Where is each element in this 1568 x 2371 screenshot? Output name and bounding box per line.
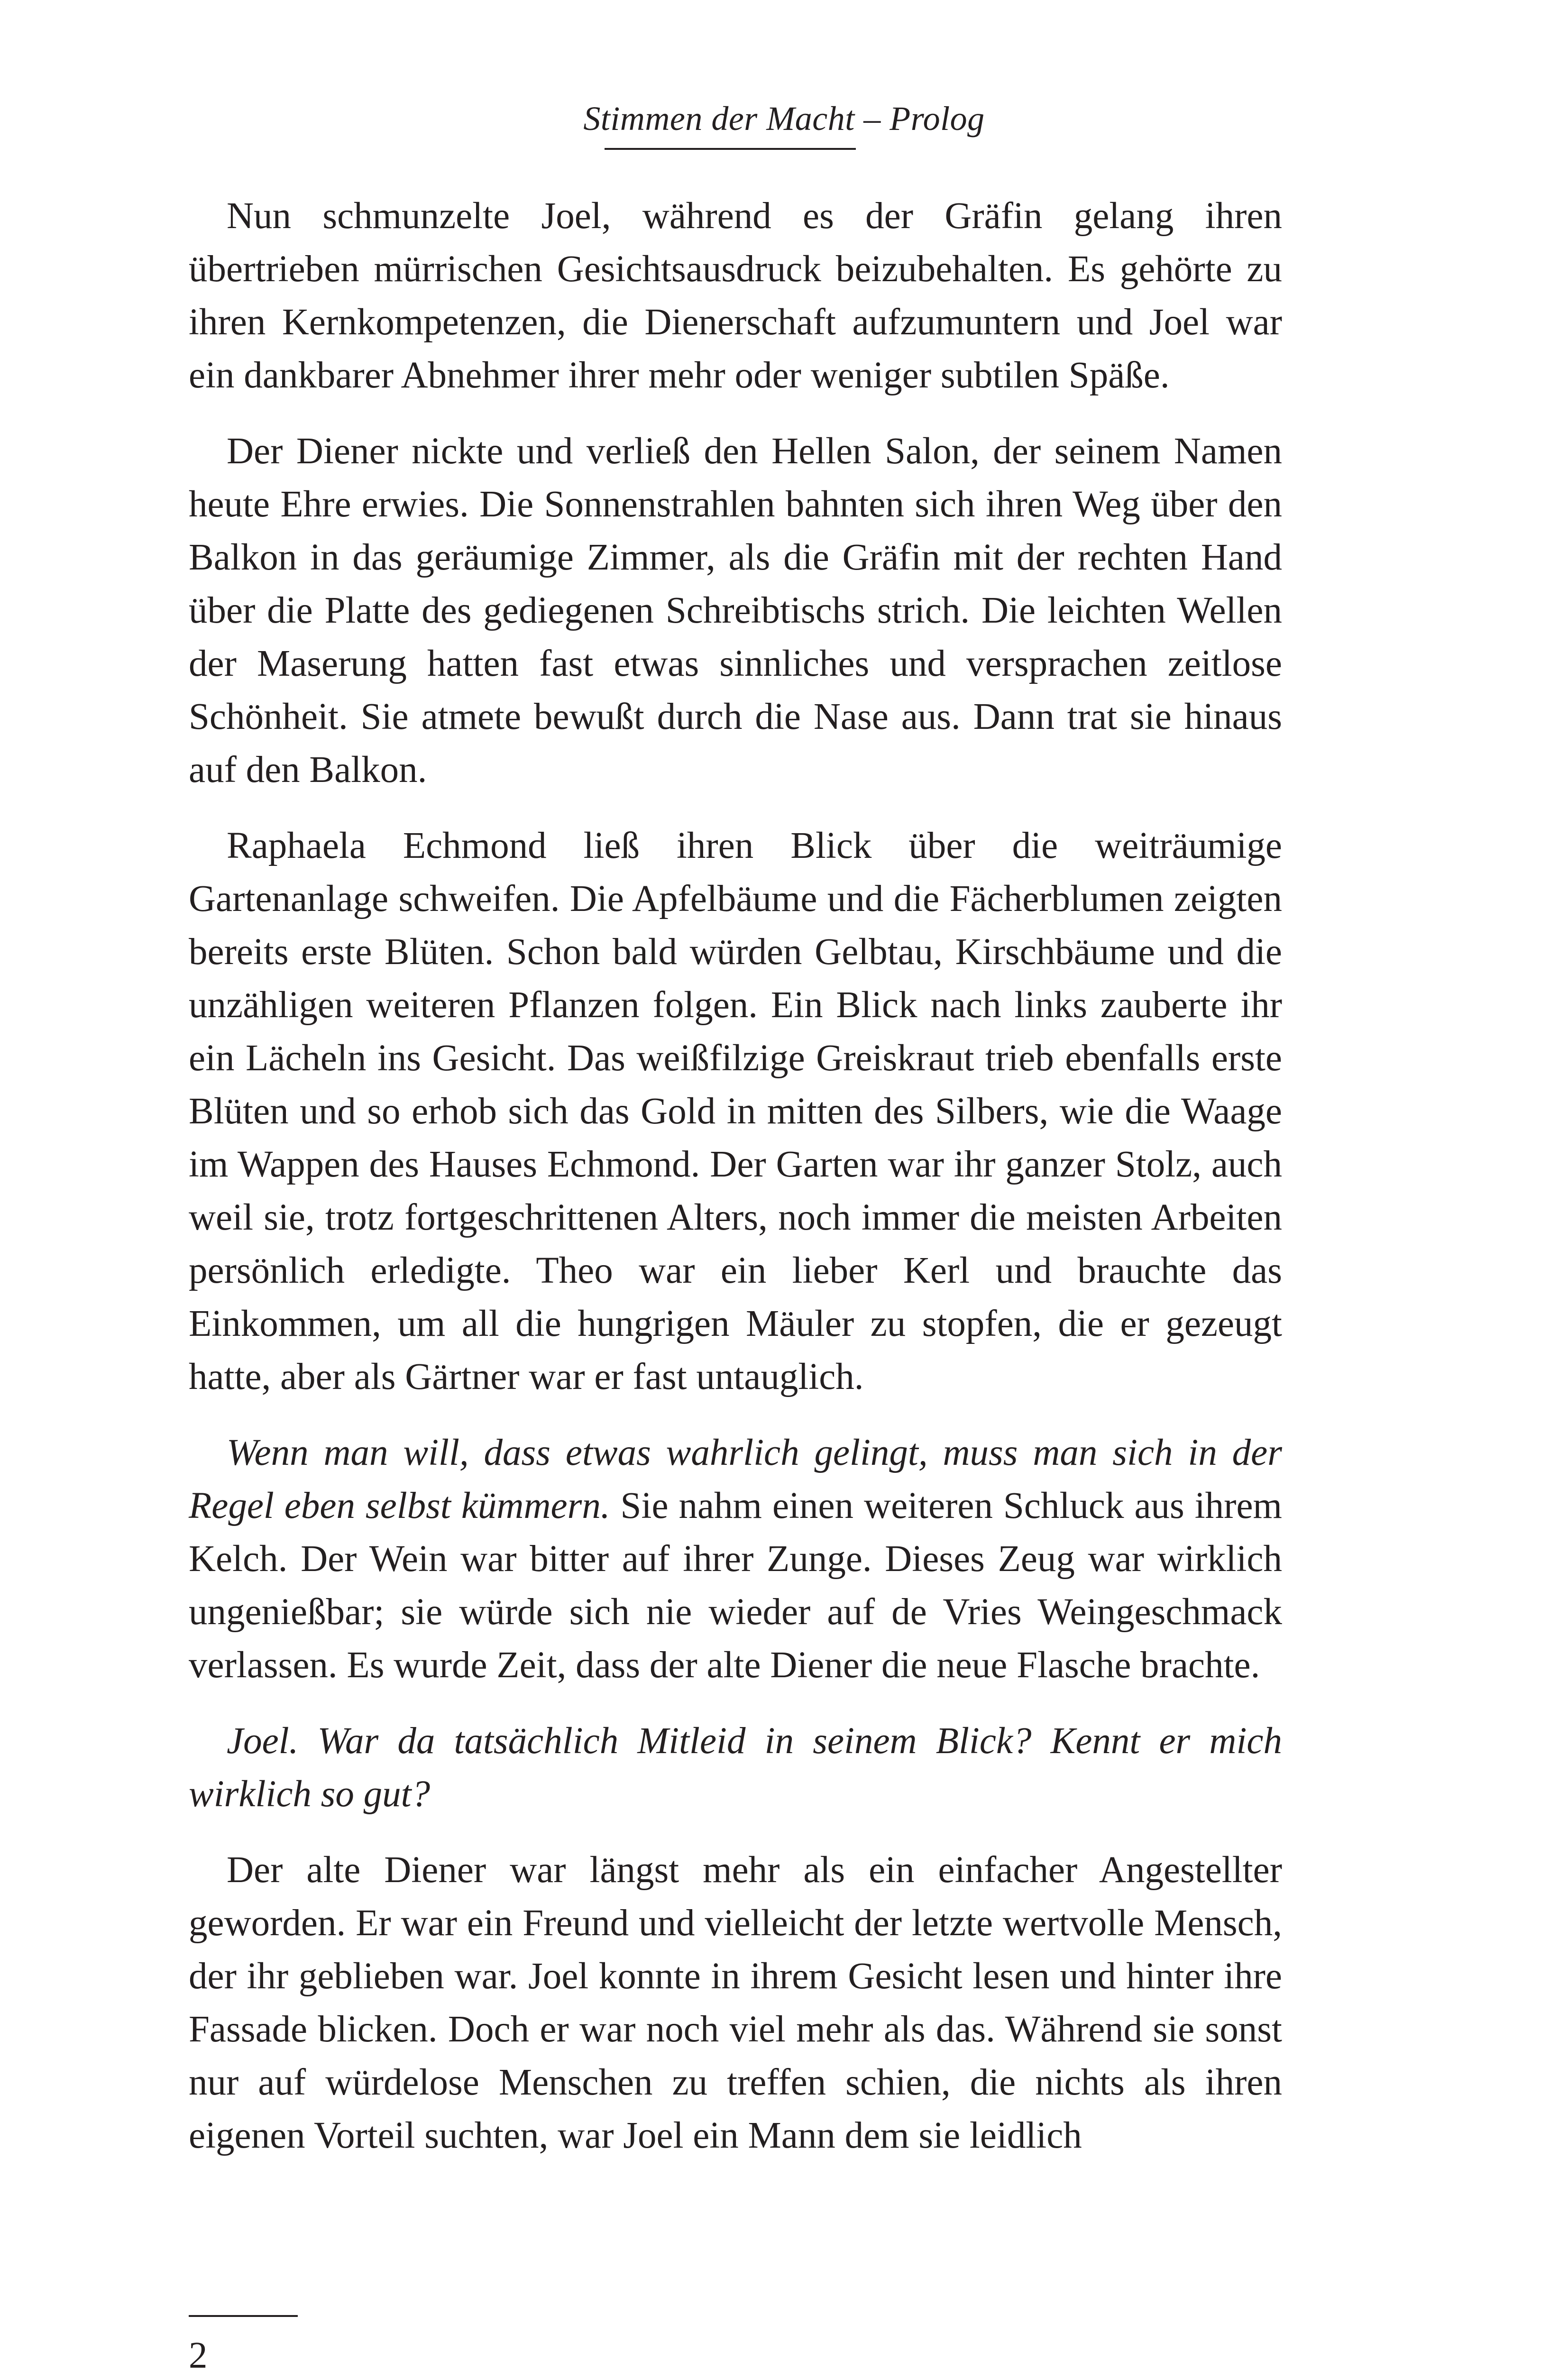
body-text [189, 190, 1282, 2185]
page-number: 2 [189, 2335, 208, 2371]
paragraph-3 [189, 819, 1282, 1404]
running-header: Stimmen der Macht – Prolog [583, 100, 985, 138]
header-rule [605, 148, 856, 150]
paragraph-2-text: Der Diener nickte und verließ den Hellen Salon, der seinem Namen heute Ehre erwies. Die Sonnenstrahlen bahnten sich ihren Weg über den Balkon in das geräumige Zimmer, als die Gräfin mit der rechten Hand über die Platte des gediegenen Schreibtischs strich. Die leichten Wellen der Maserung hatten fast etwas sinnliches und versprachen zeitlose Schönheit. Sie atmete bewußt durch die Nase aus. Dann trat sie hinaus auf den Balkon. [189, 431, 1282, 790]
paragraph-3-text: Raphaela Echmond ließ ihren Blick über die weiträumige Gartenanlage schweifen. Die Apfelbäume und die Fächerblumen zeigten bereits erste Blüten. Schon bald würden Gelbtau, Kirschbäume und die unzähligen weiteren Pflanzen folgen. Ein Blick nach links zauberte ihr ein Lächeln ins Gesicht. Das weißfilzige Greiskraut trieb ebenfalls erste Blüten und so erhob sich das Gold in mitten des Silbers, wie die Waage im Wappen des Hauses Echmond. Der Garten war ihr ganzer Stolz, auch weil sie, trotz fortgeschrittenen Alters, noch immer die meisten Arbeiten persönlich erledigte. Theo war ein lieber Kerl und brauchte das Einkommen, um all die hungrigen Mäuler zu stopfen, die er gezeugt hatte, aber als Gärtner war er fast untauglich. [189, 825, 1282, 1397]
paragraph-5-italic: Joel. War da tatsächlich Mitleid in seinem Blick? Kennt er mich wirklich so gut? [189, 1720, 1282, 1815]
paragraph-4-italic: Wenn man will, dass etwas wahrlich gelingt, muss man sich in der Regel eben selbst kümmern. [189, 1432, 1282, 1526]
paragraph-6 [189, 1844, 1282, 2162]
paragraph-1-text: Nun schmunzelte Joel, während es der Gräfin gelang ihren übertrieben mürrischen Gesichtsausdruck beizubehalten. Es gehörte zu ihren Kernkompetenzen, die Dienerschaft aufzumuntern und Joel war ein dankbarer Abnehmer ihrer mehr oder weniger subtilen Späße. [189, 195, 1282, 396]
paragraph-4 [189, 1426, 1282, 1692]
paragraph-6-text: Der alte Diener war längst mehr als ein einfacher Angestellter geworden. Er war ein Freund und vielleicht der letzte wertvolle Mensch, der ihr geblieben war. Joel konnte in ihrem Gesicht lesen und hinter ihre Fassade blicken. Doch er war noch viel mehr als das. Während sie sonst nur auf würdelose Menschen zu treffen schien, die nichts als ihren eigenen Vorteil suchten, war Joel ein Mann dem sie leidlich [189, 1849, 1282, 2156]
footer-rule [189, 2315, 298, 2317]
paragraph-5 [189, 1715, 1282, 1821]
paragraph-1 [189, 190, 1282, 402]
paragraph-2 [189, 425, 1282, 797]
paragraph-4-text: Sie nahm einen weiteren Schluck aus ihrem Kelch. Der Wein war bitter auf ihrer Zunge. Dieses Zeug war wirklich ungenießbar; sie würde sich nie wieder auf de Vries Weingeschmack verlassen. Es wurde Zeit, dass der alte Diener die neue Flasche brachte. [189, 1485, 1283, 1686]
